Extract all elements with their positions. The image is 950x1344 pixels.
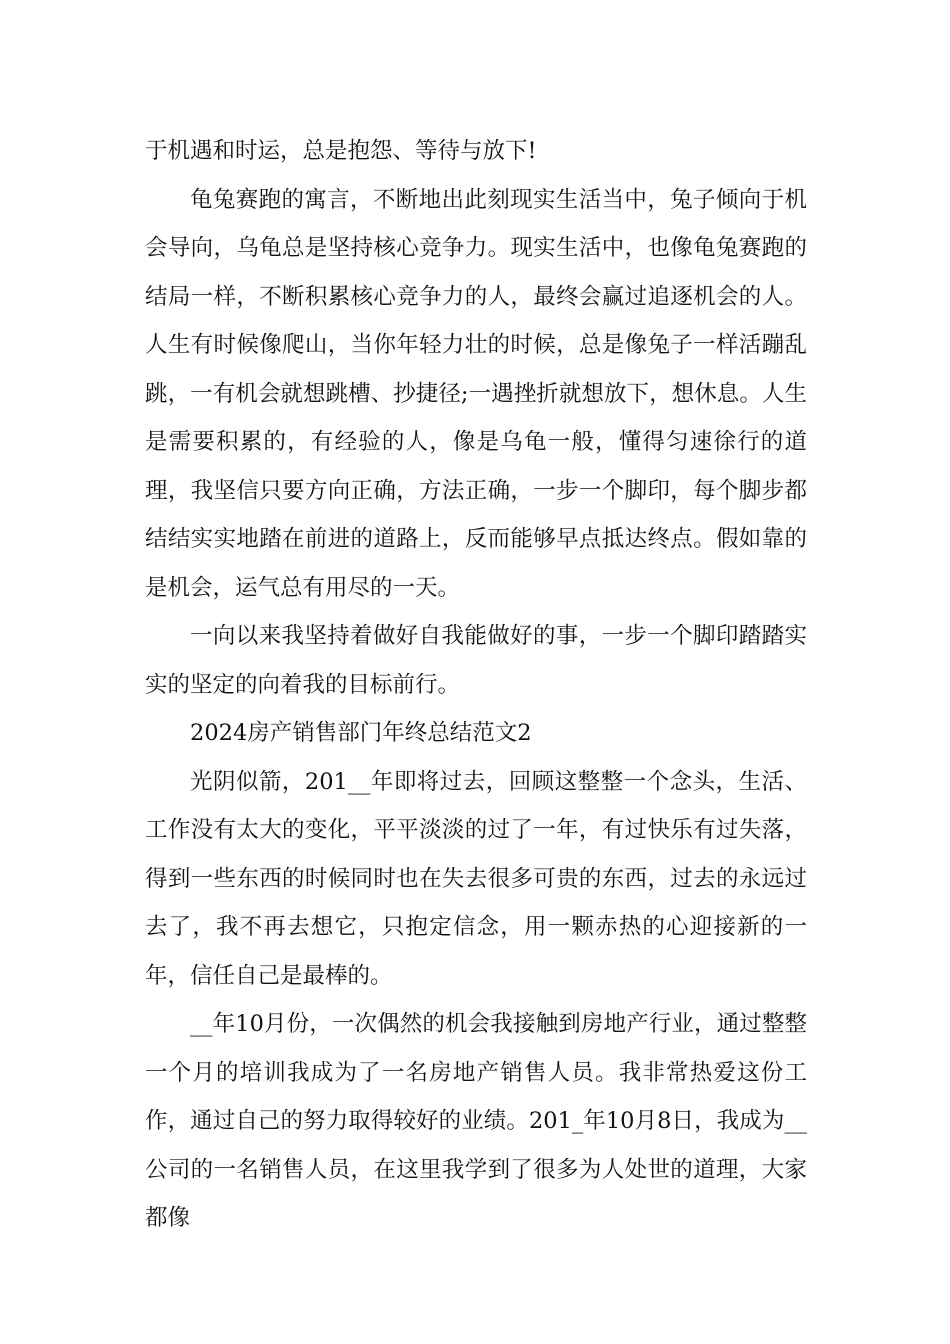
paragraph-4: 光阴似箭，201__年即将过去，回顾这整整一个念头，生活、工作没有太大的变化，平平淡淡的过了一年，有过快乐有过失落，得到一些东西的时候同时也在失去很多可贵的东西，过去的永远过去了，我不再去想它，只抱定信念，用一颗赤热的心迎接新的一年，信任自己是最棒的。 bbox=[145, 768, 807, 989]
paragraph-3: 一向以来我坚持着做好自我能做好的事，一步一个脚印踏踏实实的坚定的向着我的目标前行。 bbox=[145, 623, 807, 698]
paragraph-2: 龟兔赛跑的寓言，不断地出此刻现实生活当中，兔子倾向于机会导向，乌龟总是坚持核心竞争力。现实生活中，也像龟兔赛跑的结局一样，不断积累核心竞争力的人，最终会赢过追逐机会的人。人生有时候像爬山，当你年轻力壮的时候，总是像兔子一样活蹦乱跳，一有机会就想跳槽、抄捷径;一遇挫折就想放下，想休息。人生是需要积累的，有经验的人，像是乌龟一般，懂得匀速徐行的道理，我坚信只要方向正确，方法正确，一步一个脚印，每个脚步都结结实实地踏在前进的道路上，反而能够早点抵达终点。假如靠的是机会，运气总有用尽的一天。 bbox=[145, 186, 807, 601]
section-heading: 2024房产销售部门年终总结范文2 bbox=[190, 720, 532, 746]
paragraph-5: __年10月份，一次偶然的机会我接触到房地产行业，通过整整一个月的培训我成为了一名房地产销售人员。我非常热爱这份工作，通过自己的努力取得较好的业绩。201_年10月8日，我成为__公司的一名销售人员，在这里我学到了很多为人处世的道理，大家都像 bbox=[145, 1011, 807, 1231]
paragraph-1: 于机遇和时运，总是抱怨、等待与放下! bbox=[145, 138, 537, 164]
document-body bbox=[145, 127, 807, 1243]
